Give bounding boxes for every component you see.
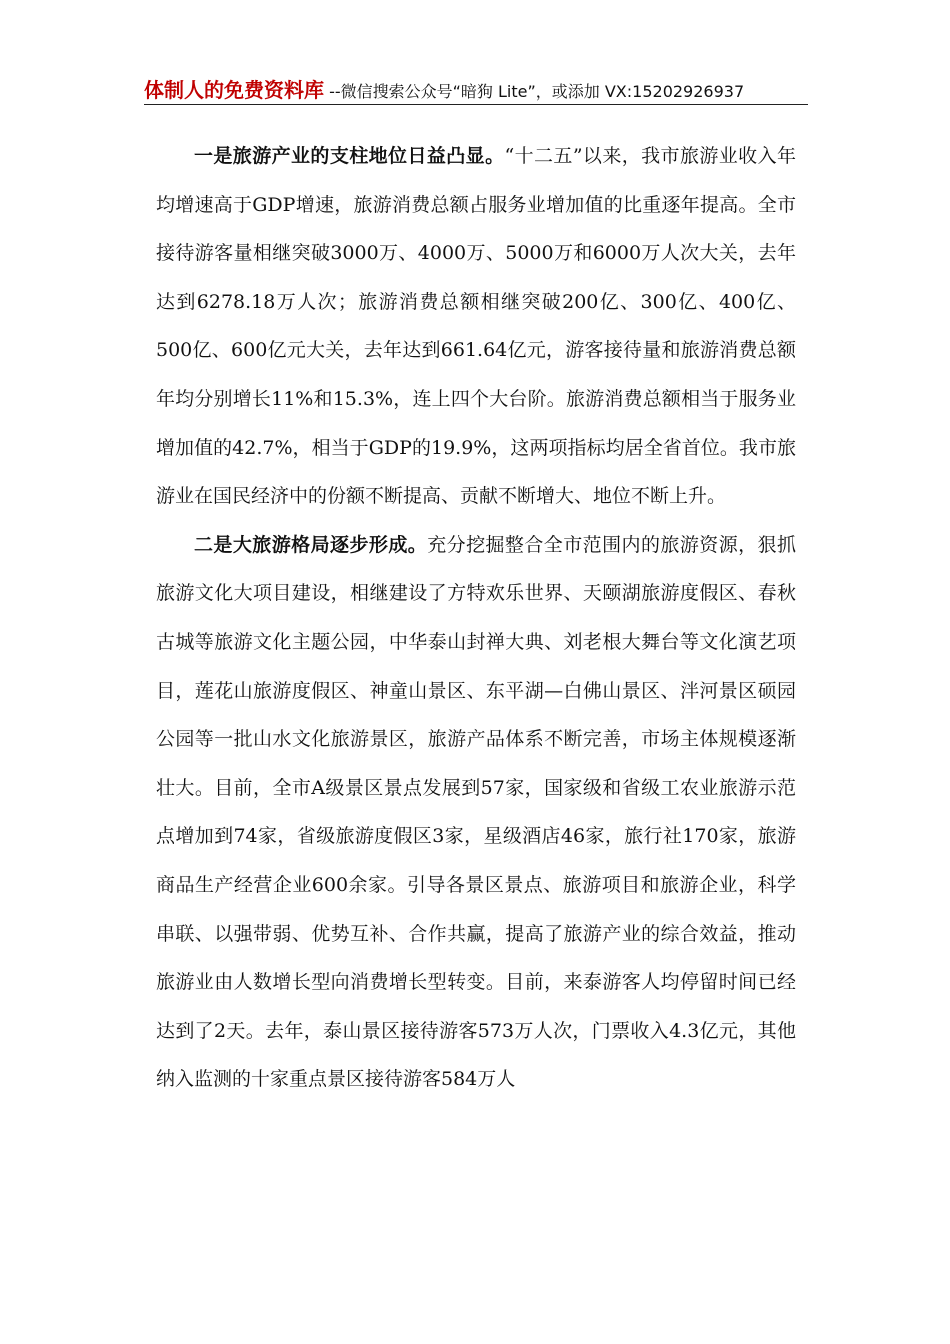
paragraph-2-text: 充分挖掘整合全市范围内的旅游资源，狠抓旅游文化大项目建设，相继建设了方特欢乐世界、天颐湖旅游度假区、春秋古城等旅游文化主题公园，中华泰山封禅大典、刘老根大舞台等文化演艺项目，莲花山旅游度假区、神童山景区、东平湖—白佛山景区、泮河景区硕园公园等一批山水文化旅游景区，旅游产品体系不断完善，市场主体规模逐渐壮大。目前，全市A级景区景点发展到57家，国家级和省级工农业旅游示范点增加到74家，省级旅游度假区3家，星级酒店46家，旅行社170家，旅游商品生产经营企业600余家。引导各景区景点、旅游项目和旅游企业，科学串联、以强带弱、优势互补、合作共赢，提高了旅游产业的综合效益，推动旅游业由人数增长型向消费增长型转变。目前，来泰游客人均停留时间已经达到了2天。去年，泰山景区接待游客573万人次，门票收入4.3亿元，其他纳入监测的十家重点景区接待游客584万人 <box>156 533 796 1091</box>
header-brand: 体制人的免费资料库 <box>144 78 324 102</box>
paragraph-1-lead: 一是旅游产业的支柱地位日益凸显。 <box>194 145 505 167</box>
header-contact-note: --微信搜索公众号“暗狗 Lite”，或添加 VX:15202926937 <box>324 82 745 101</box>
paragraph-1 <box>156 132 796 521</box>
paragraph-1-text: “十二五”以来，我市旅游业收入年均增速高于GDP增速，旅游消费总额占服务业增加值的比重逐年提高。全市接待游客量相继突破3000万、4000万、5000万和6000万人次大关，去年达到6278.18万人次；旅游消费总额相继突破200亿、300亿、400亿、500亿、600亿元大关，去年达到661.64亿元，游客接待量和旅游消费总额年均分别增长11%和15.3%，连上四个大台阶。旅游消费总额相当于服务业增加值的42.7%，相当于GDP的19.9%，这两项指标均居全省首位。我市旅游业在国民经济中的份额不断提高、贡献不断增大、地位不断上升。 <box>156 145 796 508</box>
document-body <box>156 132 796 1104</box>
paragraph-2-lead: 二是大旅游格局逐步形成。 <box>194 533 428 556</box>
watermark-header <box>144 74 808 105</box>
paragraph-2 <box>156 521 796 1104</box>
